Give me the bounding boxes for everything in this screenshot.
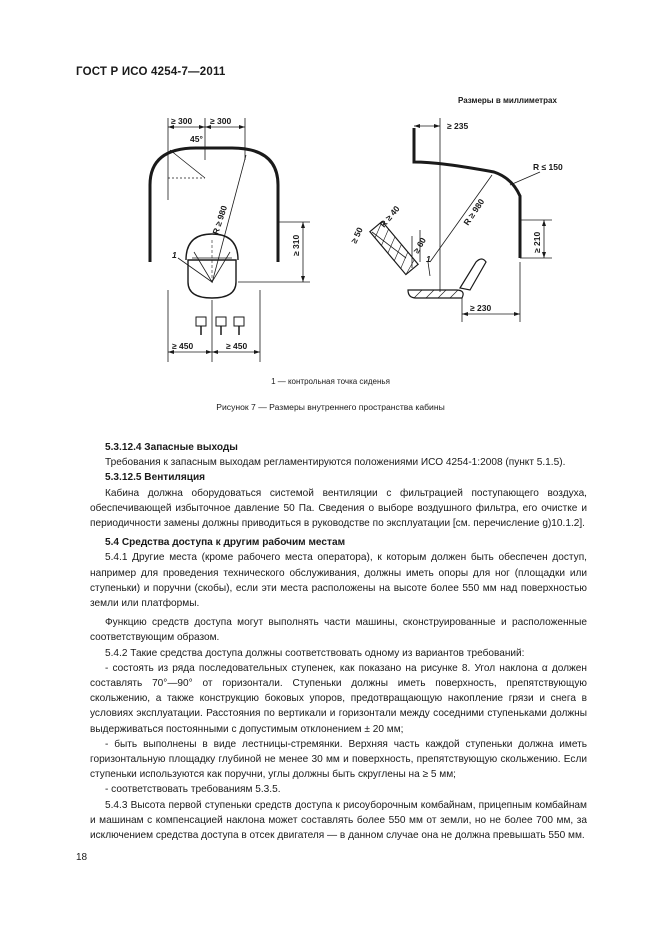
point-label-right: 1 [426, 254, 431, 264]
list-item: - соответствовать требованиям 5.3.5. [105, 784, 281, 796]
body-text [90, 440, 587, 843]
dim-bottom-right-view: ≥ 230 [470, 303, 492, 313]
radius-label-right: R ≥ 980 [461, 196, 487, 228]
paragraph: 5.4.3 Высота первой ступеньки средств доступа к рисоуборочным комбайнам, прицепным комбайнам и машинам с компенсацией наклона может составлять более 550 мм от земли, но не более 700 мм, за исключением средства доступа в отсек двигателя — в данном случае она не должна превышать 550 мм. [90, 799, 587, 842]
list-item: - состоять из ряда последовательных ступенек, как показано на рисунке 8. Угол наклона α должен составлять 70°—90° от горизонтали. Ступеньки должны иметь поверхность, препятствующую скольжению, а также конструкцию боковых упоров, предотвращающую накопление грязи и снега в условиях эксплуатации. Расстояния по вертикали и горизонтали между соседними ступеньками должны выдерживаться постоянными с допустимым отклонением ± 20 мм; [90, 662, 587, 735]
section-title-5-3-12-5: 5.3.12.5 Вентиляция [105, 472, 206, 484]
radius-small-label: R ≥ 40 [377, 203, 402, 230]
paragraph: Функцию средств доступа могут выполнять части машины, сконструированные и расположенные соответствующим образом. [90, 617, 587, 644]
height-label-right: ≥ 210 [532, 231, 542, 253]
radius-label-left: R ≥ 980 [210, 204, 230, 236]
angle-label: 45° [190, 134, 203, 144]
paragraph: Кабина должна оборудоваться системой вентиляции с фильтрацией поступающего воздуха, обеспечивающей избыточное давление 50 Па. Сведения о выборе воздушного фильтра, его очистке и периодичности замены должны приводиться в руководстве по эксплуатации [см. перечисление g)10.1.2]. [90, 487, 587, 530]
dim-bottom-right: ≥ 450 [226, 341, 248, 351]
dim-bottom-left: ≥ 450 [172, 341, 194, 351]
corner-radius-label: R ≤ 150 [533, 162, 563, 172]
figure-caption: Рисунок 7 — Размеры внутреннего пространства кабины [216, 402, 445, 412]
figure-legend: 1 — контрольная точка сиденья [271, 377, 390, 386]
paragraph: Требования к запасным выходам регламентируются положениями ИСО 4254-1:2008 (пункт 5.1.5). [105, 457, 566, 469]
units-note: Размеры в миллиметрах [458, 96, 557, 105]
section-title-5-4: 5.4 Средства доступа к другим рабочим местам [105, 537, 346, 549]
document-header: ГОСТ Р ИСО 4254-7—2011 [76, 66, 226, 78]
height-label-left: ≥ 310 [291, 234, 301, 256]
list-item: - быть выполнены в виде лестницы-стремянки. Верхняя часть каждой ступеньки должна иметь горизонтальную площадку глубиной не менее 30 мм и поверхность, препятствующую скольжению. Если ступеньки используются как поручни, углы должны быть скруглены на ≥ 5 мм; [90, 738, 587, 781]
paragraph: 5.4.1 Другие места (кроме рабочего места оператора), к которым должен быть обеспечен доступ, например для проведения технического обслуживания, должны иметь опоры для ног (площадки или ступеньки) и поручни (скобы), если эти места расположены на высоте более 550 мм над поверхностью земли или платформы. [90, 552, 587, 610]
point-label-left: 1 [172, 250, 177, 260]
page-number: 18 [76, 852, 88, 863]
dim-60-label: ≥ 60 [411, 235, 428, 255]
paragraph: 5.4.2 Такие средства доступа должны соответствовать одному из вариантов требований: [105, 647, 525, 659]
dim-top-right-view: ≥ 235 [447, 121, 469, 131]
dim-50-label: ≥ 50 [348, 225, 365, 245]
dim-top-left: ≥ 300 [171, 116, 193, 126]
cab-dimensions-figure [0, 0, 661, 380]
section-title-5-3-12-4: 5.3.12.4 Запасные выходы [105, 442, 238, 453]
dim-top-right: ≥ 300 [210, 116, 232, 126]
